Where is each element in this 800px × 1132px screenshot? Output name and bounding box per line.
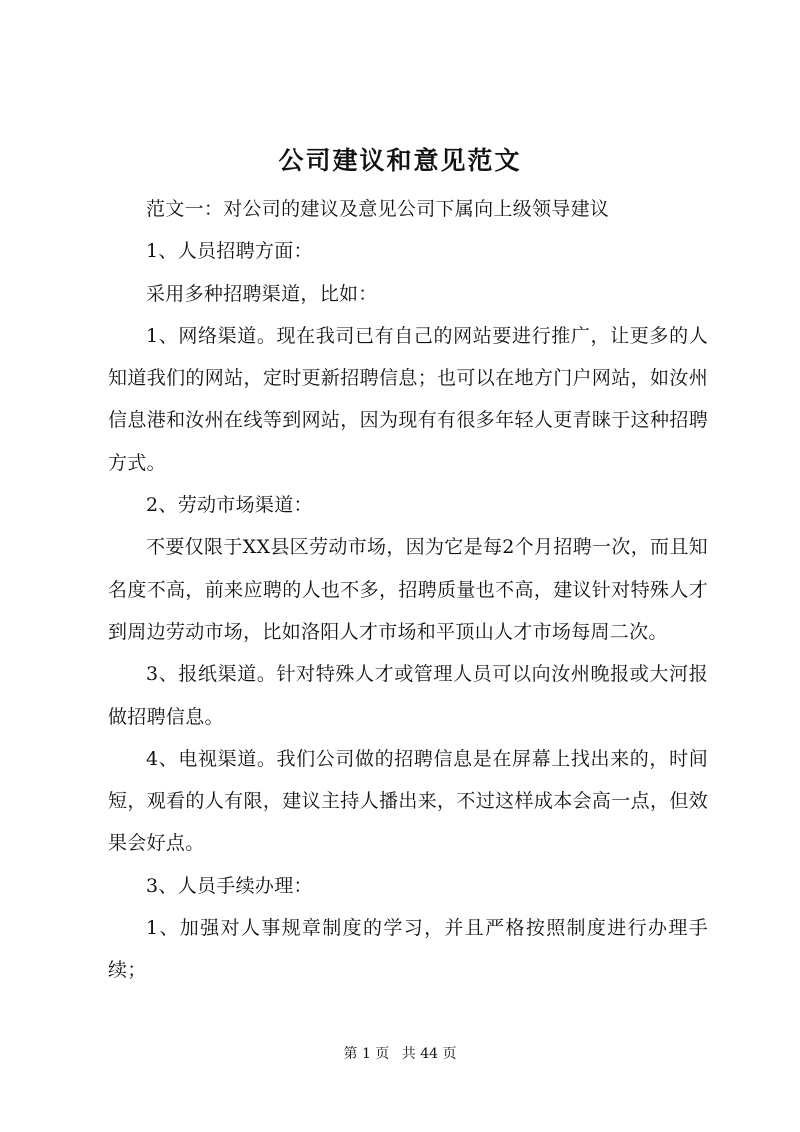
paragraph: 1、加强对人事规章制度的学习，并且严格按照制度进行办理手续； bbox=[108, 917, 708, 982]
page-footer bbox=[0, 1044, 800, 1064]
paragraph: 不要仅限于XX县区劳动市场，因为它是每2个月招聘一次，而且知名度不高，前来应聘的人也不多，招聘质量也不高，建议针对特殊人才到周边劳动市场，比如洛阳人才市场和平顶山人才市场每周二次。 bbox=[108, 536, 708, 643]
page-number: 第 1 页 bbox=[343, 1046, 390, 1062]
paragraph: 4、电视渠道。我们公司做的招聘信息是在屏幕上找出来的，时间短，观看的人有限，建议主持人播出来，不过这样成本会高一点，但效果会好点。 bbox=[108, 747, 708, 855]
paragraph: 范文一：对公司的建议及意见公司下属向上级领导建议 bbox=[146, 198, 610, 220]
paragraph: 1、人员招聘方面： bbox=[146, 240, 313, 263]
paragraph: 3、人员手续办理： bbox=[146, 874, 313, 897]
paragraph: 采用多种招聘渠道，比如： bbox=[146, 282, 378, 305]
page-total: 共 44 页 bbox=[401, 1046, 457, 1062]
paragraph: 2、劳动市场渠道： bbox=[146, 494, 313, 517]
paragraph: 3、报纸渠道。针对特殊人才或管理人员可以向汝州晚报或大河报做招聘信息。 bbox=[108, 663, 708, 728]
paragraph: 1、网络渠道。现在我司已有自己的网站要进行推广，让更多的人知道我们的网站，定时更新招聘信息；也可以在地方门户网站，如汝州信息港和汝州在线等到网站，因为现有有很多年轻人更青睐于这种招聘方式。 bbox=[108, 324, 708, 474]
document-body bbox=[108, 188, 708, 992]
document-title: 公司建议和意见范文 bbox=[278, 146, 522, 175]
